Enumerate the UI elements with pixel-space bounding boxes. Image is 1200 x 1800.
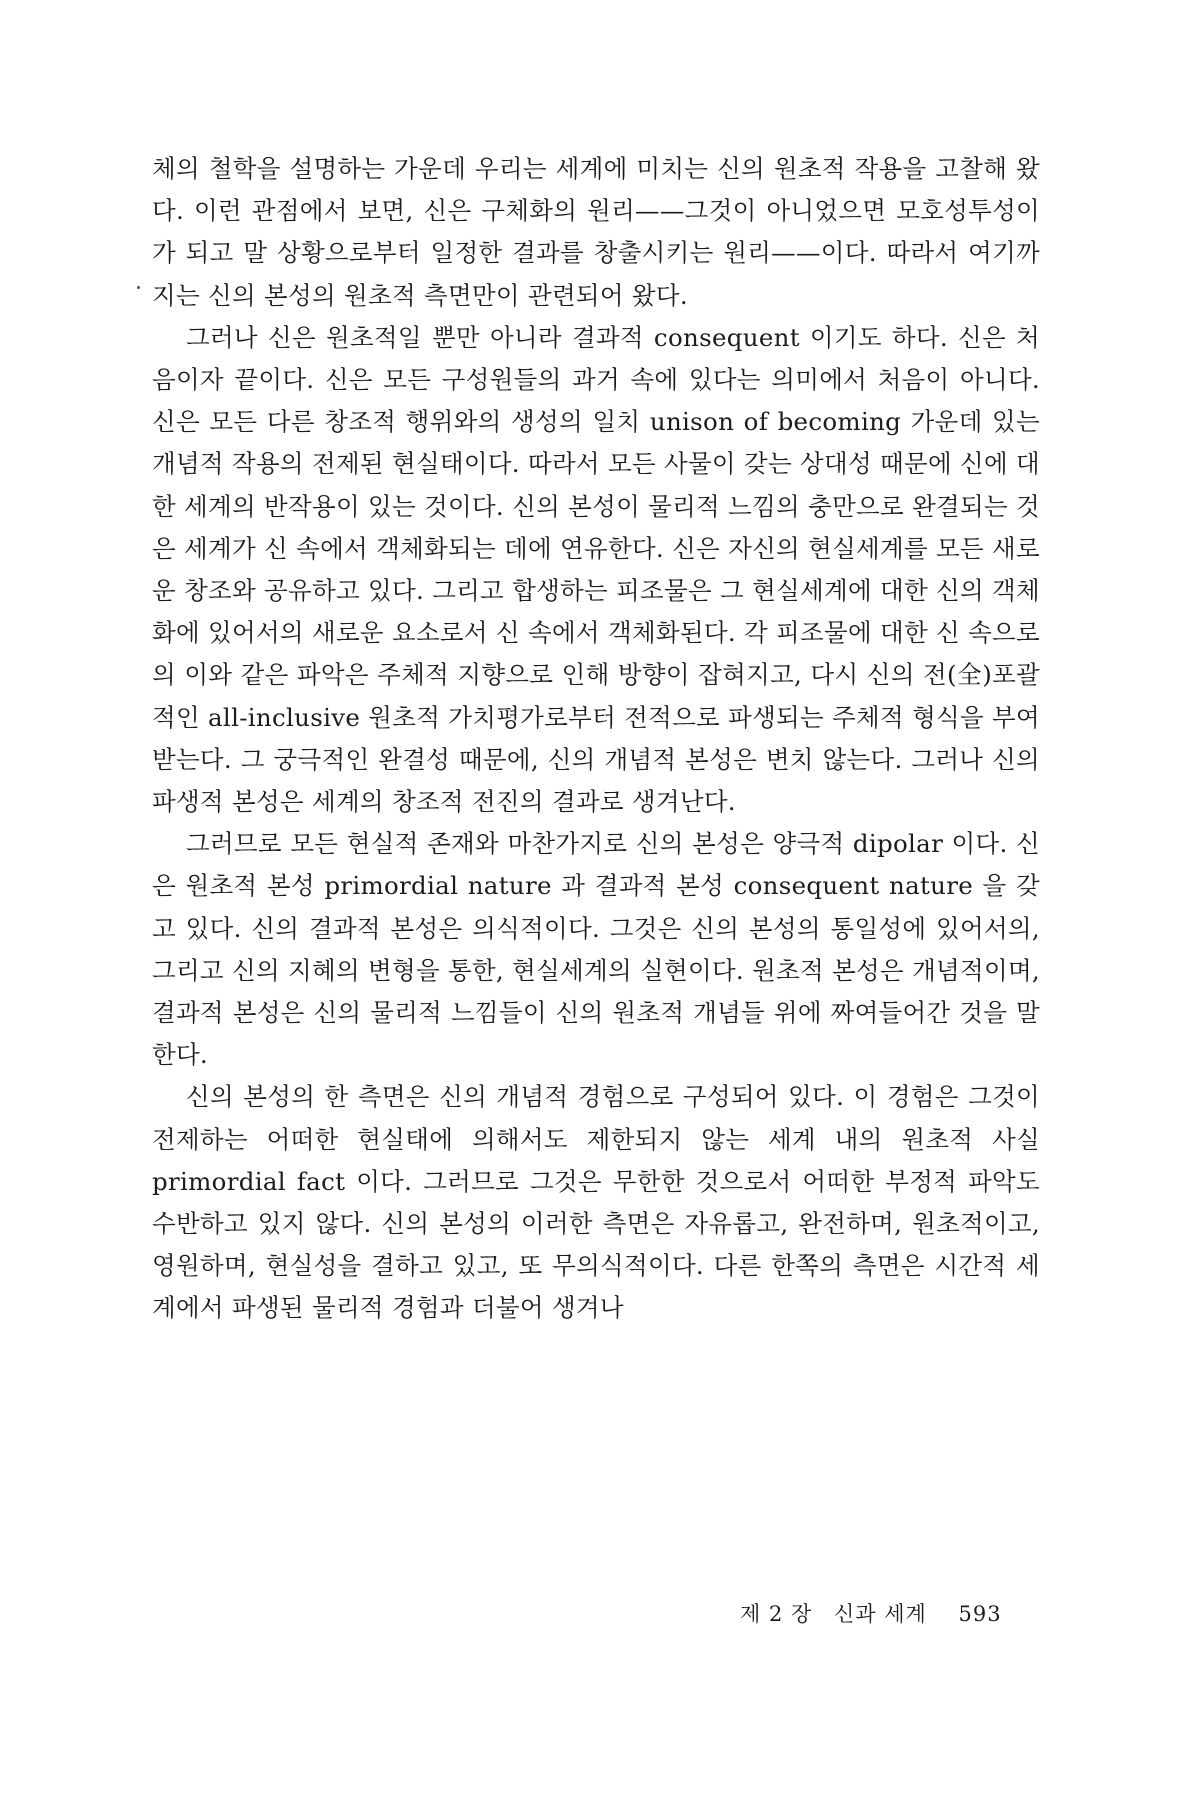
paragraph-2: 그러나 신은 원초적일 뿐만 아니라 결과적 consequent 이기도 하다. 신은 처음이자 끝이다. 신은 모든 구성원들의 과거 속에 있다는 의미에서 처음이 아니다. 신은 모든 다른 창조적 행위와의 생성의 일치 unison of becoming 가운데 있는 개념적 작용의 전제된 현실태이다. 따라서 모든 사물이 갖는 상대성 때문에 신에 대한 세계의 반작용이 있는 것이다. 신의 본성이 물리적 느낌의 충만으로 완결되는 것은 세계가 신 속에서 객체화되는 데에 연유한다. 신은 자신의 현실세계를 모든 새로운 창조와 공유하고 있다. 그리고 합생하는 피조물은 그 현실세계에 대한 신의 객체화에 있어서의 새로운 요소로서 신 속에서 객체화된다. 각 피조물에 대한 신 속으로의 이와 같은 파악은 주체적 지향으로 인해 방향이 잡혀지고, 다시 신의 전(全)포괄적인 all-inclusive 원초적 가치평가로부터 전적으로 파생되는 주체적 형식을 부여받는다. 그 궁극적인 완결성 때문에, 신의 개념적 본성은 변치 않는다. 그러나 신의 파생적 본성은 세계의 창조적 전진의 결과로 생겨난다. [152,322,1040,817]
paragraph-3: 그러므로 모든 현실적 존재와 마찬가지로 신의 본성은 양극적 dipolar 이다. 신은 원초적 본성 primordial nature 과 결과적 본성 consequent nature 을 갖고 있다. 신의 결과적 본성은 의식적이다. 그것은 신의 본성의 통일성에 있어서의, 그리고 신의 지혜의 변형을 통한, 현실세계의 실현이다. 원초적 본성은 개념적이며, 결과적 본성은 신의 물리적 느낌들이 신의 원초적 개념들 위에 짜여들어간 것을 말한다. [152,829,1040,1070]
scan-speck [137,286,140,289]
chapter-title: 신과 세계 [833,1602,927,1626]
page-number: 593 [958,1602,1002,1626]
paragraph-1: 체의 철학을 설명하는 가운데 우리는 세계에 미치는 신의 원초적 작용을 고찰해 왔다. 이런 관점에서 보면, 신은 구체화의 원리——그것이 아니었으면 모호성투성이가 되고 말 상황으로부터 일정한 결과를 창출시키는 원리——이다. 따라서 여기까지는 신의 본성의 원초적 측면만이 관련되어 왔다. [152,154,1040,310]
running-footer [740,1598,1002,1628]
chapter-label: 제 2 장 [740,1602,813,1626]
body-text [152,148,1040,1330]
paragraph-4: 신의 본성의 한 측면은 신의 개념적 경험으로 구성되어 있다. 이 경험은 그것이 전제하는 어떠한 현실태에 의해서도 제한되지 않는 세계 내의 원초적 사실 primordial fact 이다. 그러므로 그것은 무한한 것으로서 어떠한 부정적 파악도 수반하고 있지 않다. 신의 본성의 이러한 측면은 자유롭고, 완전하며, 원초적이고, 영원하며, 현실성을 결하고 있고, 또 무의식적이다. 다른 한쪽의 측면은 시간적 세계에서 파생된 물리적 경험과 더불어 생겨나 [152,1082,1040,1323]
